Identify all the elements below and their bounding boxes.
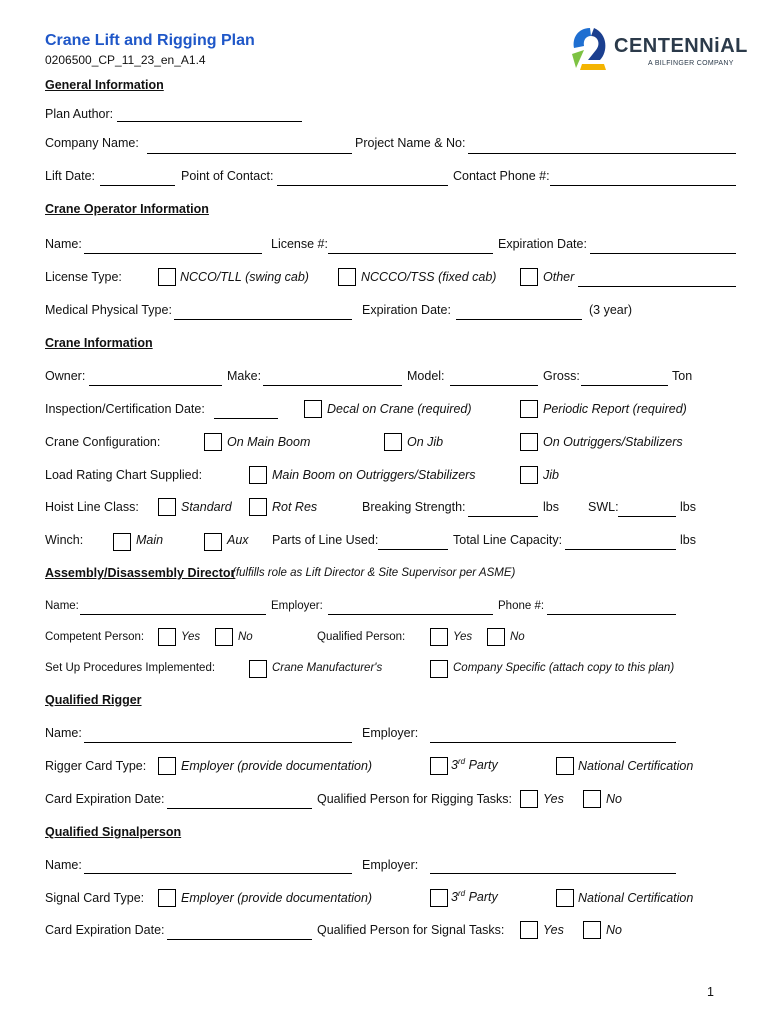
other-license-field[interactable]	[578, 286, 736, 287]
signal-national-label: National Certification	[578, 891, 694, 905]
gross-field[interactable]	[581, 385, 668, 386]
signal-name-field[interactable]	[84, 873, 352, 874]
competent-person-label: Competent Person:	[45, 631, 145, 643]
signal-card-type-label: Signal Card Type:	[45, 891, 145, 905]
assembly-phone-label: Phone #:	[498, 600, 545, 612]
medical-type-label: Medical Physical Type:	[45, 303, 172, 317]
jib-label: Jib	[543, 468, 559, 482]
model-label: Model:	[407, 369, 445, 383]
license-type-label: License Type:	[45, 270, 122, 284]
point-of-contact-label: Point of Contact:	[181, 169, 274, 183]
section-heading-general: General Information	[45, 78, 164, 92]
winch-main-label: Main	[136, 533, 164, 547]
standard-checkbox[interactable]	[158, 498, 176, 516]
license-no-field[interactable]	[328, 253, 493, 254]
license-no-label: License #:	[271, 237, 328, 251]
qualified-yes-checkbox[interactable]	[430, 628, 448, 646]
section-heading-signal: Qualified Signalperson	[45, 825, 182, 839]
ncco-label: NCCO/TLL (swing cab)	[180, 270, 309, 284]
ncco-checkbox[interactable]	[158, 268, 176, 286]
other-label: Other	[543, 270, 575, 284]
swl-lbs-unit: lbs	[680, 500, 696, 514]
company-specific-checkbox[interactable]	[430, 660, 448, 678]
signal-employer-doc-checkbox[interactable]	[158, 889, 176, 907]
qualified-person-label: Qualified Person:	[317, 631, 406, 643]
make-label: Make:	[227, 369, 262, 383]
swl-field[interactable]	[618, 516, 676, 517]
project-name-label: Project Name & No:	[355, 136, 466, 150]
point-of-contact-field[interactable]	[277, 185, 448, 186]
breaking-strength-label: Breaking Strength:	[362, 500, 466, 514]
signal-card-exp-label: Card Expiration Date:	[45, 923, 165, 937]
load-chart-label: Load Rating Chart Supplied:	[45, 468, 203, 482]
competent-no-checkbox[interactable]	[215, 628, 233, 646]
owner-field[interactable]	[89, 385, 222, 386]
swl-label: SWL:	[588, 500, 619, 514]
setup-procedures-label: Set Up Procedures Implemented:	[45, 662, 216, 674]
plan-author-label: Plan Author:	[45, 107, 114, 121]
section-heading-operator: Crane Operator Information	[45, 202, 209, 216]
assembly-note: (fulfills role as Lift Director & Site Supervisor per ASME)	[232, 567, 516, 579]
rigger-qualified-label: Qualified Person for Rigging Tasks:	[317, 792, 513, 806]
total-capacity-field[interactable]	[565, 549, 676, 550]
competent-yes-label: Yes	[181, 631, 201, 643]
medical-expiration-label: Expiration Date:	[362, 303, 451, 317]
signal-employer-field[interactable]	[430, 873, 676, 874]
parts-of-line-field[interactable]	[378, 549, 448, 550]
winch-aux-checkbox[interactable]	[204, 533, 222, 551]
crane-configuration-label: Crane Configuration:	[45, 435, 161, 449]
rigger-qualified-yes-checkbox[interactable]	[520, 790, 538, 808]
outriggers-checkbox[interactable]	[520, 433, 538, 451]
section-heading-assembly: Assembly/Disassembly Director	[45, 566, 236, 580]
competent-yes-checkbox[interactable]	[158, 628, 176, 646]
page-title: Crane Lift and Rigging Plan	[45, 32, 255, 49]
page-number: 1	[707, 985, 714, 999]
document-code: 0206500_CP_11_23_en_A1.4	[45, 53, 206, 67]
logo-tagline: A BILFINGER COMPANY	[648, 60, 734, 67]
rigger-card-exp-field[interactable]	[167, 808, 312, 809]
medical-expiration-field[interactable]	[456, 319, 582, 320]
hoist-class-label: Hoist Line Class:	[45, 500, 139, 514]
assembly-employer-field[interactable]	[328, 614, 493, 615]
on-jib-checkbox[interactable]	[384, 433, 402, 451]
total-capacity-label: Total Line Capacity:	[453, 533, 563, 547]
rigger-national-checkbox[interactable]	[556, 757, 574, 775]
winch-label: Winch:	[45, 533, 84, 547]
signal-qualified-yes-label: Yes	[543, 923, 564, 937]
company-specific-label: Company Specific (attach copy to this plan)	[453, 662, 675, 674]
rigger-qualified-yes-label: Yes	[543, 792, 564, 806]
rot-res-checkbox[interactable]	[249, 498, 267, 516]
manufacturer-checkbox[interactable]	[249, 660, 267, 678]
standard-label: Standard	[181, 500, 232, 514]
outriggers-label: On Outriggers/Stabilizers	[543, 435, 683, 449]
decal-checkbox[interactable]	[304, 400, 322, 418]
jib-checkbox[interactable]	[520, 466, 538, 484]
medical-type-field[interactable]	[174, 319, 352, 320]
assembly-name-field[interactable]	[80, 614, 266, 615]
signal-name-label: Name:	[45, 858, 82, 872]
rigger-qualified-no-checkbox[interactable]	[583, 790, 601, 808]
manufacturer-label: Crane Manufacturer's	[272, 662, 383, 674]
nccco-checkbox[interactable]	[338, 268, 356, 286]
qualified-no-label: No	[510, 631, 525, 643]
signal-qualified-yes-checkbox[interactable]	[520, 921, 538, 939]
decal-label: Decal on Crane (required)	[327, 402, 472, 416]
rigger-qualified-no-label: No	[606, 792, 622, 806]
periodic-report-checkbox[interactable]	[520, 400, 538, 418]
nccco-label: NCCCO/TSS (fixed cab)	[361, 270, 497, 284]
rigger-card-exp-label: Card Expiration Date:	[45, 792, 165, 806]
on-jib-label: On Jib	[407, 435, 444, 449]
model-field[interactable]	[450, 385, 538, 386]
rigger-name-label: Name:	[45, 726, 82, 740]
rigger-employer-field[interactable]	[430, 742, 676, 743]
parts-of-line-label: Parts of Line Used:	[272, 533, 379, 547]
main-boom-outriggers-label: Main Boom on Outriggers/Stabilizers	[272, 468, 476, 482]
winch-aux-label: Aux	[227, 533, 249, 547]
breaking-strength-field[interactable]	[468, 516, 538, 517]
company-name-field[interactable]	[147, 153, 352, 154]
main-boom-outriggers-checkbox[interactable]	[249, 466, 267, 484]
contact-phone-label: Contact Phone #:	[453, 169, 550, 183]
main-boom-checkbox[interactable]	[204, 433, 222, 451]
lift-date-label: Lift Date:	[45, 169, 96, 183]
competent-no-label: No	[238, 631, 253, 643]
rigger-card-type-label: Rigger Card Type:	[45, 759, 147, 773]
rigger-third-party-label: 3rd Party	[451, 757, 498, 773]
signal-employer-label: Employer:	[362, 858, 419, 872]
license-expiration-label: Expiration Date:	[498, 237, 587, 251]
assembly-phone-field[interactable]	[547, 614, 676, 615]
assembly-name-label: Name:	[45, 600, 79, 612]
centennial-logo-icon	[568, 24, 612, 70]
inspection-date-field[interactable]	[214, 418, 278, 419]
make-field[interactable]	[263, 385, 402, 386]
signal-qualified-label: Qualified Person for Signal Tasks:	[317, 923, 505, 937]
gross-label: Gross:	[543, 369, 580, 383]
rigger-employer-doc-checkbox[interactable]	[158, 757, 176, 775]
section-heading-rigger: Qualified Rigger	[45, 693, 142, 707]
signal-qualified-no-label: No	[606, 923, 622, 937]
section-heading-crane: Crane Information	[45, 336, 153, 350]
signal-qualified-no-checkbox[interactable]	[583, 921, 601, 939]
signal-card-exp-field[interactable]	[167, 939, 312, 940]
company-name-label: Company Name:	[45, 136, 139, 150]
inspection-date-label: Inspection/Certification Date:	[45, 402, 205, 416]
qualified-no-checkbox[interactable]	[487, 628, 505, 646]
signal-third-party-checkbox[interactable]	[430, 889, 448, 907]
breaking-lbs-unit: lbs	[543, 500, 559, 514]
rigger-employer-label: Employer:	[362, 726, 419, 740]
lift-date-field[interactable]	[100, 185, 175, 186]
rigger-national-label: National Certification	[578, 759, 694, 773]
rigger-employer-doc-label: Employer (provide documentation)	[181, 759, 373, 773]
rigger-name-field[interactable]	[84, 742, 352, 743]
signal-national-checkbox[interactable]	[556, 889, 574, 907]
license-expiration-field[interactable]	[590, 253, 736, 254]
qualified-yes-label: Yes	[453, 631, 473, 643]
signal-employer-doc-label: Employer (provide documentation)	[181, 891, 373, 905]
rot-res-label: Rot Res	[272, 500, 318, 514]
main-boom-label: On Main Boom	[227, 435, 311, 449]
operator-name-field[interactable]	[84, 253, 262, 254]
plan-author-field[interactable]	[117, 121, 302, 122]
rigger-third-party-checkbox[interactable]	[430, 757, 448, 775]
project-name-field[interactable]	[468, 153, 736, 154]
logo-wordmark: CENTENNiAL	[614, 35, 748, 57]
medical-note: (3 year)	[589, 303, 633, 317]
operator-name-label: Name:	[45, 237, 82, 251]
signal-third-party-label: 3rd Party	[451, 889, 498, 905]
other-checkbox[interactable]	[520, 268, 538, 286]
ton-unit: Ton	[672, 369, 693, 383]
contact-phone-field[interactable]	[550, 185, 736, 186]
periodic-report-label: Periodic Report (required)	[543, 402, 687, 416]
total-capacity-lbs-unit: lbs	[680, 533, 696, 547]
assembly-employer-label: Employer:	[271, 600, 323, 612]
owner-label: Owner:	[45, 369, 86, 383]
winch-main-checkbox[interactable]	[113, 533, 131, 551]
